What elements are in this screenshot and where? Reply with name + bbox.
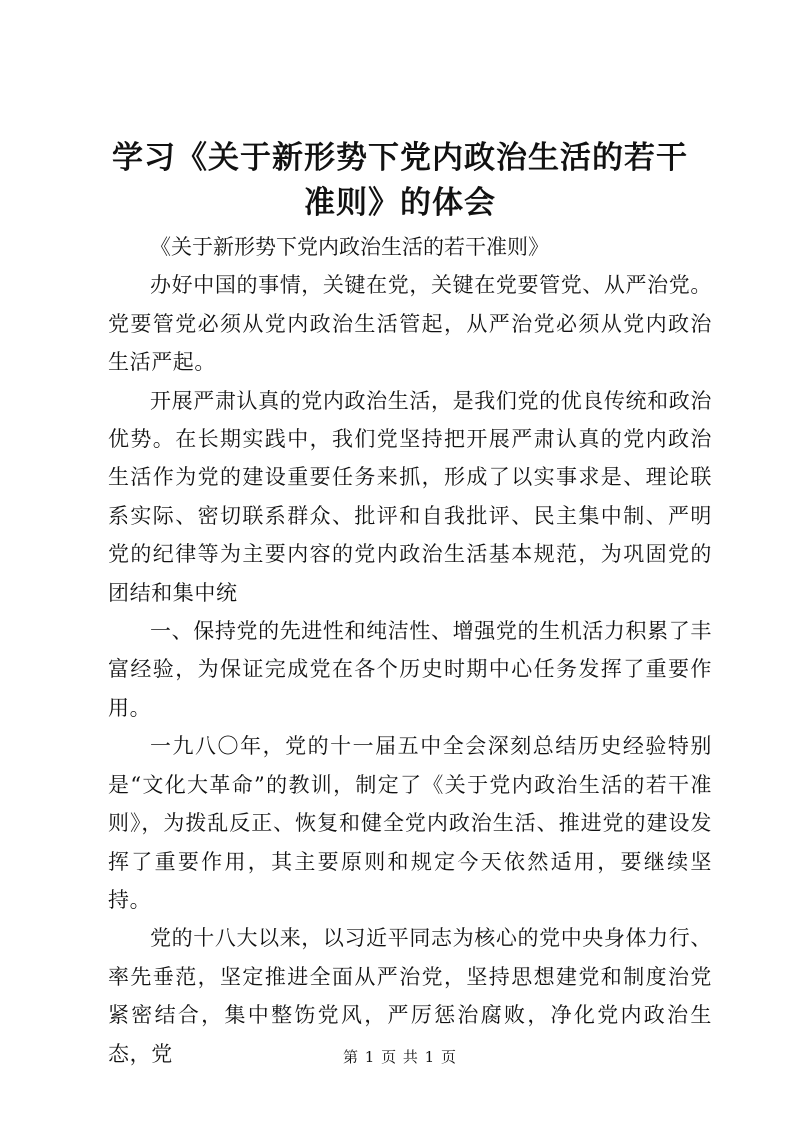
document-body [108,228,712,1073]
page-footer: 第 1 页 共 1 页 [343,1048,457,1066]
document-title: 学习《关于新形势下党内政治生活的若干准则》的体会 [112,140,688,221]
paragraph: 一、保持党的先进性和纯洁性、增强党的生机活力积累了丰富经验，为保证完成党在各个历史时期中心任务发挥了重要作用。 [108,619,712,720]
paragraph: 办好中国的事情，关键在党，关键在党要管党、从严治党。党要管党必须从党内政治生活管起，从严治党必须从党内政治生活严起。 [108,273,712,375]
paragraph: 开展严肃认真的党内政治生活，是我们党的优良传统和政治优势。在长期实践中，我们党坚持把开展严肃认真的党内政治生活作为党的建设重要任务来抓，形成了以实事求是、理论联系实际、密切联系群众、批评和自我批评、民主集中制、严明党的纪律等为主要内容的党内政治生活基本规范，为巩固党的团结和集中统 [108,388,712,605]
paragraph: 党的十八大以来，以习近平同志为核心的党中央身体力行、率先垂范，坚定推进全面从严治党，坚持思想建党和制度治党紧密结合，集中整饬党风，严厉惩治腐败，净化党内政治生态，党 [108,926,712,1066]
paragraph-subtitle: 《关于新形势下党内政治生活的若干准则》 [150,235,549,259]
paragraph: 一九八〇年，党的十一届五中全会深刻总结历史经验特别是“文化大革命”的教训，制定了《关于党内政治生活的若干准则》，为拨乱反正、恢复和健全党内政治生活、推进党的建设发挥了重要作用，其主要原则和规定今天依然适用，要继续坚持。 [108,734,712,912]
